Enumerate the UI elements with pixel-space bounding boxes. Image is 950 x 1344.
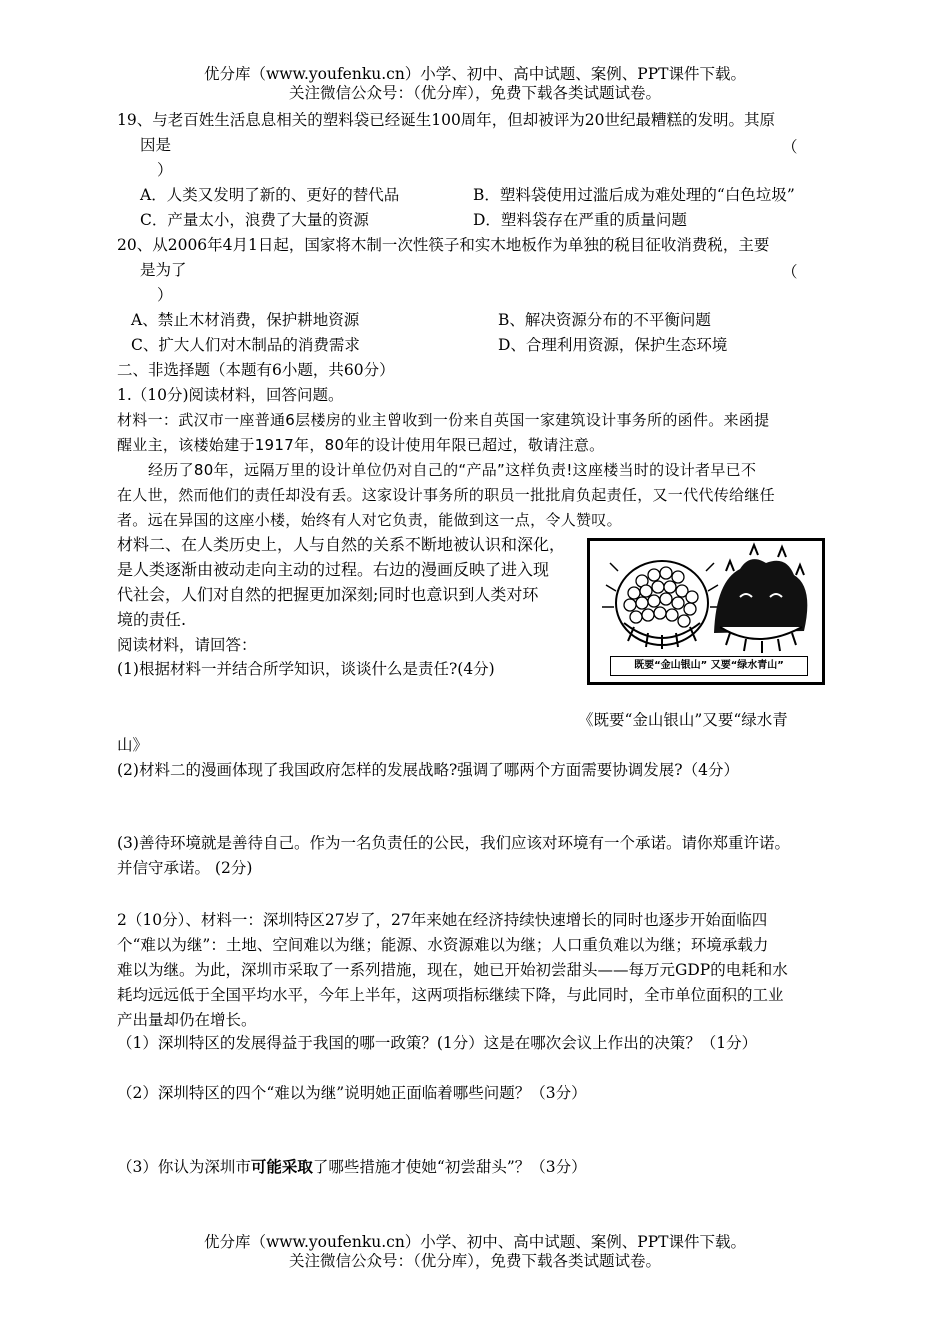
q19-answer-open: （ [782,138,798,156]
section-2-title: 二、非选择题（本题有6小题，共60分） [117,361,395,379]
q20-stem-line-2: 是为了 [140,261,187,279]
q19-answer-close: ） [157,161,173,179]
q2-material-line-3: 难以为继。为此，深圳市采取了一系列措施，现在，她已开始初尝甜头——每万元GDP的电耗和水 [117,961,788,979]
header-line-2: 关注微信公众号：（优分库），免费下载各类试题试卷。 [288,84,661,102]
q2-material-line-2: 个“难以为继”：土地、空间难以为继；能源、水资源难以为继；人口重负难以为继；环境承载力 [117,936,769,954]
footer-line-1: 优分库（www.youfenku.cn）小学、初中、高中试题、案例、PPT课件下载。 [203,1233,747,1251]
q20-option-d: D、合理利用资源，保护生态环境 [498,336,728,354]
q2-material-line-1: 2（10分）、材料一：深圳特区27岁了，27年来她在经济持续快速增长的同时也逐步开始面临四 [117,911,768,929]
q20-answer-close: ） [157,286,173,304]
material-2-line-2: 是人类逐渐由被动走向主动的过程。右边的漫画反映了进入现 [117,560,550,579]
q2-sub-3-prefix: （3）你认为深圳市 [117,1158,251,1176]
q19-option-c: C．产量太小，浪费了大量的资源 [140,211,369,229]
read-instruction: 阅读材料，请回答： [117,636,257,654]
cartoon-caption: 既要“金山银山” 又要“绿水青山” [610,656,808,676]
cartoon-title-line-2: 山》 [117,736,149,754]
q19-option-a: A．人类又发明了新的、更好的替代品 [140,186,400,204]
q19-stem-line-2: 因是 [140,136,172,154]
q2-material-line-5: 产出量却仍在增长。 [117,1011,257,1029]
q20-option-a: A、禁止木材消费，保护耕地资源 [131,311,360,329]
q19-option-d: D．塑料袋存在严重的质量问题 [473,211,687,229]
q1-heading: 1.（10分)阅读材料，回答问题。 [117,386,344,404]
q19-stem-line-1: 19、与老百姓生活息息相关的塑料袋已经诞生100周年，但却被评为20世纪最糟糕的发明。其原 [117,111,776,129]
green-mountain-drawing [714,545,807,653]
material-1-line-3: 经历了80年，远隔万里的设计单位仍对自己的“产品”这样负责!这座楼当时的设计者早已不 [148,461,757,479]
material-1-line-1: 材料一：武汉市一座普通6层楼房的业主曾收到一份来自英国一家建筑设计事务所的函件。来函提 [117,411,770,429]
material-1-line-2: 醒业主，该楼始建于1917年，80年的设计使用年限已超过，敬请注意。 [117,436,605,454]
q2-sub-3-emphasis: 可能采取 [250,1157,313,1176]
material-2-line-4: 境的责任. [117,610,187,629]
footer-line-2: 关注微信公众号：（优分库），免费下载各类试题试卷。 [288,1252,661,1270]
q1-sub-1: (1)根据材料一并结合所学知识，谈谈什么是责任?(4分) [117,660,495,678]
material-1-line-4: 在人世，然而他们的责任却没有丢。这家设计事务所的职员一批批肩负起责任，又一代代传给继任 [117,486,775,504]
cartoon-image [587,538,825,685]
q20-option-b: B、解决资源分布的不平衡问题 [498,311,711,329]
q2-material-line-4: 耗均远远低于全国平均水平，今年上半年，这两项指标继续下降，与此同时，全市单位面积的工业 [117,986,784,1004]
gold-mountain-drawing [602,561,722,649]
header-line-1: 优分库（www.youfenku.cn）小学、初中、高中试题、案例、PPT课件下载。 [203,65,747,83]
q20-stem-line-1: 20、从2006年4月1日起，国家将木制一次性筷子和实木地板作为单独的税目征收消费税，主要 [117,236,770,254]
q2-sub-2: （2）深圳特区的四个“难以为继”说明她正面临着哪些问题？（3分） [117,1084,587,1102]
material-2-line-3: 代社会，人们对自然的把握更加深刻;同时也意识到人类对环 [117,585,539,604]
q20-option-c: C、扩大人们对木制品的消费需求 [131,336,360,354]
q20-answer-open: （ [782,263,798,281]
material-1-line-5: 者。远在异国的这座小楼，始终有人对它负责，能做到这一点，令人赞叹。 [117,511,622,529]
q2-sub-3-suffix: 了哪些措施才使她“初尝甜头”？（3分） [312,1158,587,1176]
q2-sub-3 [117,1157,587,1177]
q19-option-b: B．塑料袋使用过滥后成为难处理的“白色垃圾” [473,186,795,204]
q1-sub-2: (2)材料二的漫画体现了我国政府怎样的发展战略?强调了哪两个方面需要协调发展?（4分） [117,761,739,779]
q2-sub-1: （1）深圳特区的发展得益于我国的哪一政策？(1分）这是在哪次会议上作出的决策？（1分） [117,1034,758,1052]
material-2-line-1: 材料二、在人类历史上，人与自然的关系不断地被认识和深化， [117,535,566,554]
q1-sub-3-line-1: (3)善待环境就是善待自己。作为一名负责任的公民，我们应该对环境有一个承诺。请你郑重许诺。 [117,834,790,852]
cartoon-title-line-1: 《既要“金山银山”又要“绿水青 [578,711,788,729]
q1-sub-3-line-2: 并信守承诺。 (2分) [117,859,253,877]
